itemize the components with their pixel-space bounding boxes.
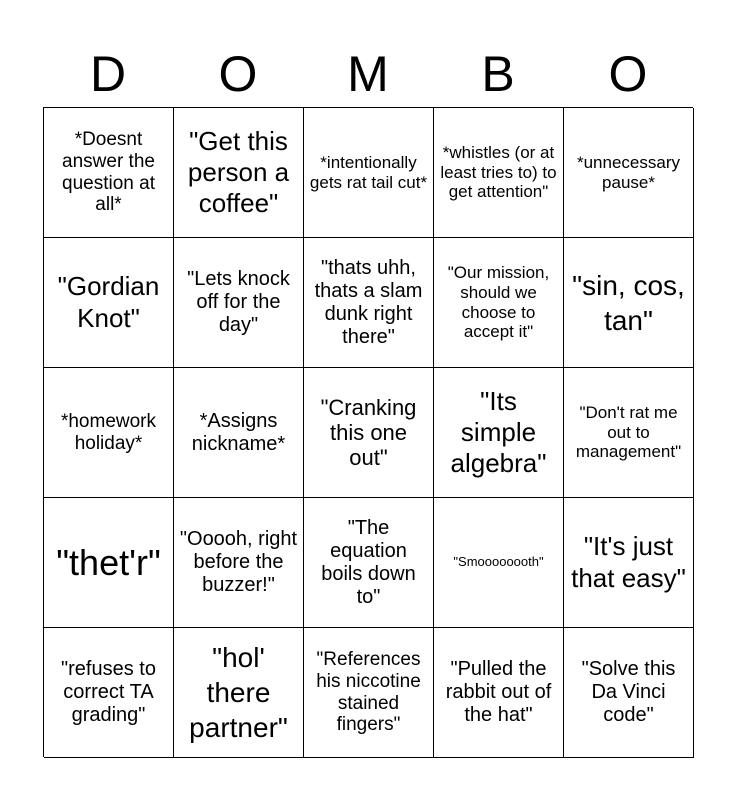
- bingo-cell[interactable]: "Ooooh, right before the buzzer!": [174, 498, 304, 628]
- bingo-cell[interactable]: "Our mission, should we choose to accept it": [434, 238, 564, 368]
- bingo-cell[interactable]: *Doesnt answer the question at all*: [44, 108, 174, 238]
- header-letter-m: M: [347, 46, 389, 102]
- bingo-grid: [43, 107, 693, 757]
- bingo-cell[interactable]: "Lets knock off for the day": [174, 238, 304, 368]
- bingo-cell[interactable]: "Gordian Knot": [44, 238, 174, 368]
- bingo-cell[interactable]: "Don't rat me out to management": [564, 368, 694, 498]
- bingo-cell[interactable]: "Smoooooooth": [434, 498, 564, 628]
- bingo-cell[interactable]: "sin, cos, tan": [564, 238, 694, 368]
- bingo-cell[interactable]: "thet'r": [44, 498, 174, 628]
- bingo-cell[interactable]: *Assigns nickname*: [174, 368, 304, 498]
- header-letter-o2: O: [608, 46, 648, 102]
- bingo-cell[interactable]: "thats uhh, thats a slam dunk right there": [304, 238, 434, 368]
- bingo-cell[interactable]: *homework holiday*: [44, 368, 174, 498]
- bingo-cell[interactable]: "Get this person a coffee": [174, 108, 304, 238]
- header-letter-b: B: [481, 46, 515, 102]
- header-letter-o: O: [218, 46, 258, 102]
- bingo-cell[interactable]: *whistles (or at least tries to) to get attention": [434, 108, 564, 238]
- bingo-cell[interactable]: "It's just that easy": [564, 498, 694, 628]
- bingo-cell[interactable]: "hol' there partner": [174, 628, 304, 758]
- bingo-cell[interactable]: "Pulled the rabbit out of the hat": [434, 628, 564, 758]
- bingo-cell[interactable]: *unnecessary pause*: [564, 108, 694, 238]
- bingo-cell[interactable]: "The equation boils down to": [304, 498, 434, 628]
- bingo-cell[interactable]: "Solve this Da Vinci code": [564, 628, 694, 758]
- bingo-cell[interactable]: "References his niccotine stained fingers": [304, 628, 434, 758]
- bingo-cell[interactable]: *intentionally gets rat tail cut*: [304, 108, 434, 238]
- bingo-cell[interactable]: "Cranking this one out": [304, 368, 434, 498]
- bingo-cell[interactable]: "refuses to correct TA grading": [44, 628, 174, 758]
- bingo-cell[interactable]: "Its simple algebra": [434, 368, 564, 498]
- header-letter-d: D: [89, 46, 127, 102]
- bingo-header: [43, 40, 693, 108]
